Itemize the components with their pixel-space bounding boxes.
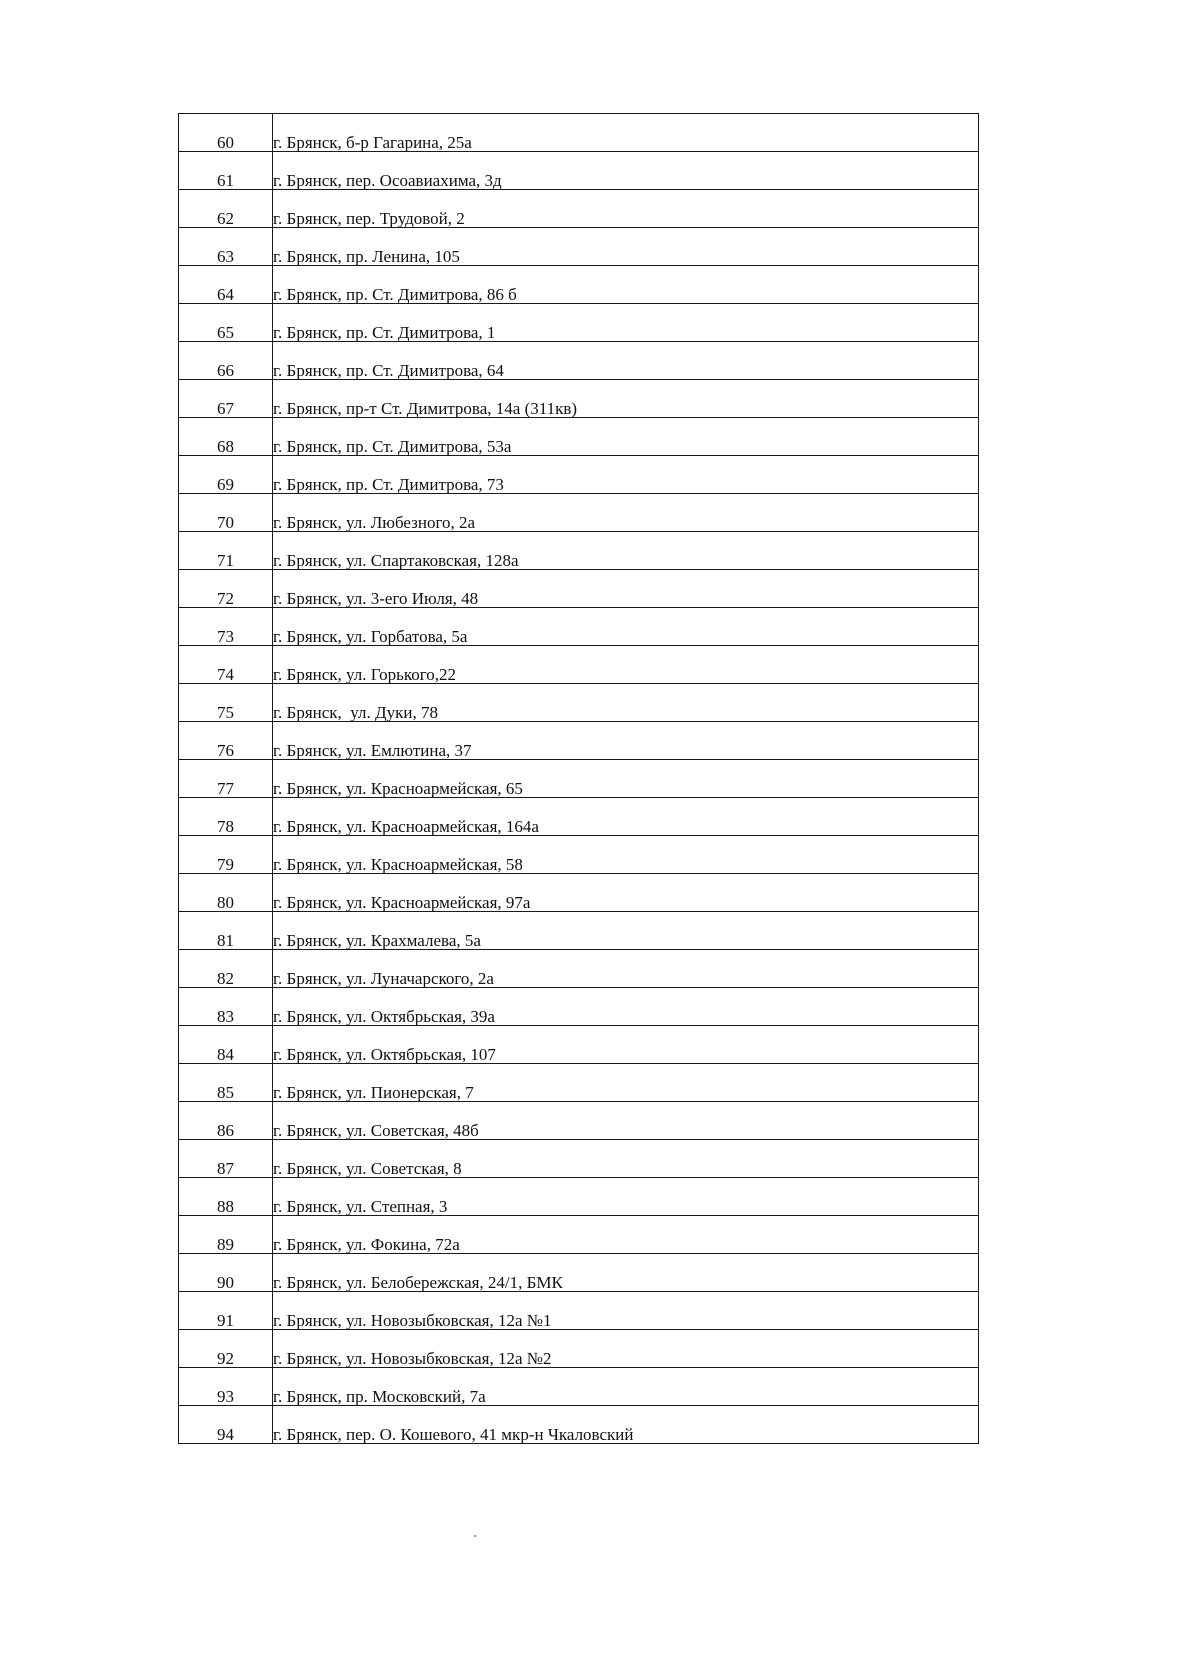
row-number: 93	[179, 1368, 273, 1406]
row-address: г. Брянск, ул. Красноармейская, 164а	[273, 798, 979, 836]
row-address: г. Брянск, б-р Гагарина, 25а	[273, 114, 979, 152]
row-address: г. Брянск, ул. Луначарского, 2а	[273, 950, 979, 988]
row-address: г. Брянск, ул. Новозыбковская, 12а №1	[273, 1292, 979, 1330]
row-address: г. Брянск, пр. Ст. Димитрова, 1	[273, 304, 979, 342]
table-row	[179, 532, 979, 570]
row-number: 71	[179, 532, 273, 570]
row-address: г. Брянск, ул. Октябрьская, 107	[273, 1026, 979, 1064]
row-number: 66	[179, 342, 273, 380]
row-number: 83	[179, 988, 273, 1026]
row-address: г. Брянск, ул. Степная, 3	[273, 1178, 979, 1216]
row-address: г. Брянск, пр. Ст. Димитрова, 64	[273, 342, 979, 380]
row-number: 60	[179, 114, 273, 152]
row-address: г. Брянск, ул. Емлютина, 37	[273, 722, 979, 760]
table-row	[179, 1064, 979, 1102]
row-address: г. Брянск, пр. Московский, 7а	[273, 1368, 979, 1406]
table-row	[179, 608, 979, 646]
row-number: 85	[179, 1064, 273, 1102]
table-row	[179, 152, 979, 190]
row-number: 94	[179, 1406, 273, 1444]
table-row	[179, 1216, 979, 1254]
table-row	[179, 1292, 979, 1330]
table-row	[179, 1178, 979, 1216]
table-row	[179, 1102, 979, 1140]
table-row	[179, 570, 979, 608]
row-address: г. Брянск, пр. Ленина, 105	[273, 228, 979, 266]
table-row	[179, 1254, 979, 1292]
row-address: г. Брянск, ул. Пионерская, 7	[273, 1064, 979, 1102]
scan-speck	[474, 1535, 476, 1537]
table-row	[179, 836, 979, 874]
table-row	[179, 1140, 979, 1178]
row-address: г. Брянск, ул. Красноармейская, 97а	[273, 874, 979, 912]
row-number: 70	[179, 494, 273, 532]
table-row	[179, 228, 979, 266]
row-number: 80	[179, 874, 273, 912]
row-address: г. Брянск, ул. Дуки, 78	[273, 684, 979, 722]
row-number: 76	[179, 722, 273, 760]
row-address: г. Брянск, ул. Любезного, 2а	[273, 494, 979, 532]
table-row	[179, 380, 979, 418]
row-address: г. Брянск, пер. Трудовой, 2	[273, 190, 979, 228]
row-address: г. Брянск, пер. О. Кошевого, 41 мкр-н Чкаловский	[273, 1406, 979, 1444]
row-number: 89	[179, 1216, 273, 1254]
row-number: 86	[179, 1102, 273, 1140]
address-table-body	[179, 114, 979, 1444]
row-number: 68	[179, 418, 273, 456]
table-row	[179, 304, 979, 342]
row-address: г. Брянск, ул. Красноармейская, 58	[273, 836, 979, 874]
table-row	[179, 1368, 979, 1406]
row-number: 82	[179, 950, 273, 988]
row-number: 79	[179, 836, 273, 874]
row-number: 63	[179, 228, 273, 266]
table-row	[179, 190, 979, 228]
row-address: г. Брянск, ул. Советская, 48б	[273, 1102, 979, 1140]
table-row	[179, 874, 979, 912]
row-address: г. Брянск, ул. Октябрьская, 39а	[273, 988, 979, 1026]
row-number: 77	[179, 760, 273, 798]
table-row	[179, 722, 979, 760]
row-number: 69	[179, 456, 273, 494]
row-address: г. Брянск, ул. Спартаковская, 128а	[273, 532, 979, 570]
row-address: г. Брянск, ул. Крахмалева, 5а	[273, 912, 979, 950]
row-number: 90	[179, 1254, 273, 1292]
row-number: 61	[179, 152, 273, 190]
row-address: г. Брянск, ул. Новозыбковская, 12а №2	[273, 1330, 979, 1368]
table-row	[179, 266, 979, 304]
row-number: 67	[179, 380, 273, 418]
table-row	[179, 988, 979, 1026]
row-address: г. Брянск, ул. Фокина, 72а	[273, 1216, 979, 1254]
row-number: 81	[179, 912, 273, 950]
table-row	[179, 760, 979, 798]
table-row	[179, 1330, 979, 1368]
table-row	[179, 798, 979, 836]
row-address: г. Брянск, ул. Белобережская, 24/1, БМК	[273, 1254, 979, 1292]
table-row	[179, 114, 979, 152]
row-address: г. Брянск, ул. Горбатова, 5а	[273, 608, 979, 646]
table-row	[179, 950, 979, 988]
row-address: г. Брянск, пр. Ст. Димитрова, 73	[273, 456, 979, 494]
table-row	[179, 684, 979, 722]
row-number: 72	[179, 570, 273, 608]
row-number: 78	[179, 798, 273, 836]
table-row	[179, 912, 979, 950]
table-row	[179, 456, 979, 494]
row-address: г. Брянск, ул. Горького,22	[273, 646, 979, 684]
row-number: 84	[179, 1026, 273, 1064]
row-address: г. Брянск, ул. Советская, 8	[273, 1140, 979, 1178]
row-number: 73	[179, 608, 273, 646]
table-row	[179, 418, 979, 456]
row-address: г. Брянск, ул. Красноармейская, 65	[273, 760, 979, 798]
table-row	[179, 646, 979, 684]
row-number: 92	[179, 1330, 273, 1368]
row-address: г. Брянск, пр. Ст. Димитрова, 86 б	[273, 266, 979, 304]
row-address: г. Брянск, пр-т Ст. Димитрова, 14а (311кв)	[273, 380, 979, 418]
address-table	[178, 113, 979, 1444]
row-number: 65	[179, 304, 273, 342]
row-number: 87	[179, 1140, 273, 1178]
row-address: г. Брянск, ул. 3-его Июля, 48	[273, 570, 979, 608]
row-number: 88	[179, 1178, 273, 1216]
row-number: 91	[179, 1292, 273, 1330]
row-number: 64	[179, 266, 273, 304]
table-row	[179, 1406, 979, 1444]
row-number: 75	[179, 684, 273, 722]
row-address: г. Брянск, пер. Осоавиахима, 3д	[273, 152, 979, 190]
table-row	[179, 342, 979, 380]
table-row	[179, 1026, 979, 1064]
table-row	[179, 494, 979, 532]
row-number: 74	[179, 646, 273, 684]
row-address: г. Брянск, пр. Ст. Димитрова, 53а	[273, 418, 979, 456]
row-number: 62	[179, 190, 273, 228]
